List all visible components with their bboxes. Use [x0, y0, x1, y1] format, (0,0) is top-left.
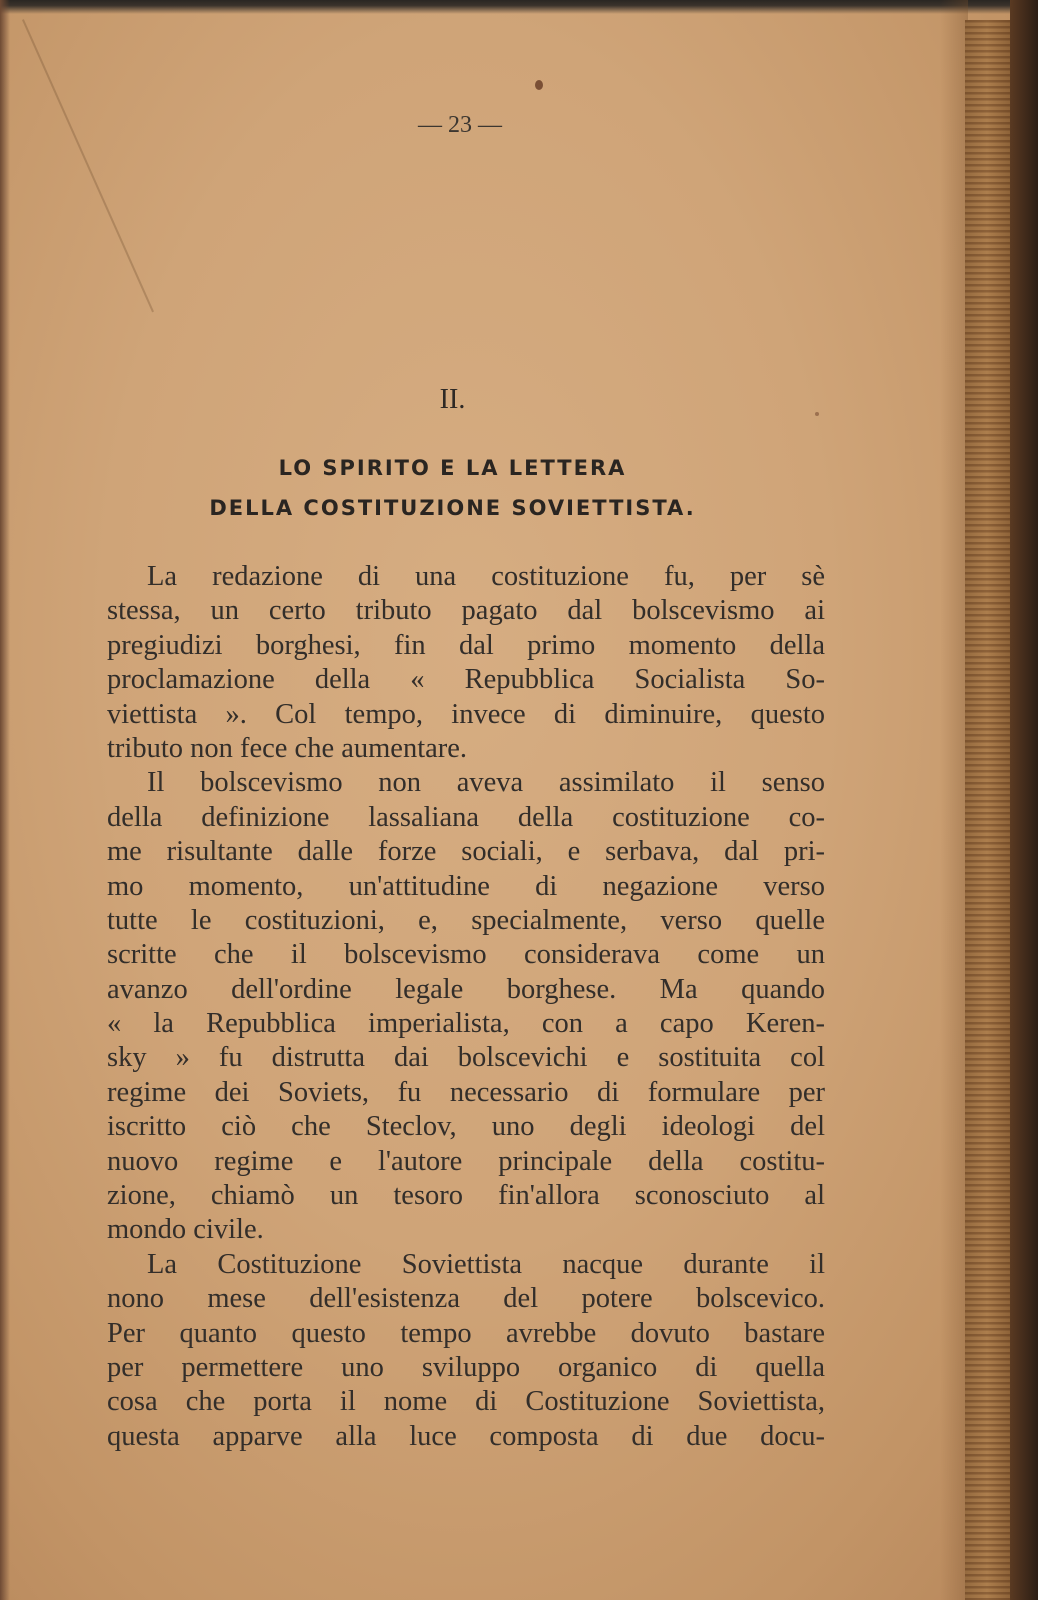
text-line: mondo civile.: [107, 1214, 264, 1246]
chapter-number: II.: [439, 384, 466, 415]
text-line: sky » fu distrutta dai bolscevichi e sostituita col: [107, 1042, 825, 1074]
text-line: iscritto ciò che Steclov, uno degli ideologi del: [107, 1111, 825, 1143]
page-left-edge: [0, 0, 10, 1600]
text-line: cosa che porta il nome di Costituzione Soviettista,: [107, 1386, 825, 1418]
text-line: La redazione di una costituzione fu, per sè: [147, 561, 825, 592]
text-line: nuovo regime e l'autore principale della costitu-: [107, 1145, 825, 1177]
chapter-title-line-2: DELLA COSTITUZIONE SOVIETTISTA.: [209, 496, 696, 520]
chapter-title-line-1: LO SPIRITO E LA LETTERA: [278, 456, 627, 480]
text-line: Il bolscevismo non aveva assimilato il senso: [147, 767, 825, 799]
body-text: [107, 560, 825, 1454]
text-line: stessa, un certo tributo pagato dal bolscevismo ai: [107, 595, 825, 627]
page-number: — 23 —: [418, 112, 502, 138]
text-line: viettista ». Col tempo, invece di diminuire, questo: [107, 698, 825, 730]
text-line: questa apparve alla luce composta di due docu-: [107, 1420, 825, 1452]
page-top-edge: [0, 0, 1038, 14]
text-line: Per quanto questo tempo avrebbe dovuto bastare: [107, 1317, 825, 1349]
text-line: avanzo dell'ordine legale borghese. Ma quando: [107, 973, 825, 1005]
text-line: « la Repubblica imperialista, con a capo Keren-: [107, 1008, 825, 1040]
text-line: La Costituzione Soviettista nacque durante il: [147, 1248, 825, 1280]
page-crease-shadow: [940, 0, 968, 1600]
text-line: proclamazione della « Repubblica Socialista So-: [107, 664, 825, 696]
text-line: tutte le costituzioni, e, specialmente, verso quelle: [107, 904, 825, 936]
text-line: regime dei Soviets, fu necessario di formulare per: [107, 1076, 825, 1108]
text-line: me risultante dalle forze sociali, e serbava, dal pri-: [107, 836, 825, 868]
text-line: della definizione lassaliana della costituzione co-: [107, 801, 825, 833]
text-line: mo momento, un'attitudine di negazione verso: [107, 870, 825, 902]
book-spine-shadow: [1010, 0, 1038, 1600]
text-line: nono mese dell'esistenza del potere bolscevico.: [107, 1283, 825, 1315]
text-line: scritte che il bolscevismo considerava come un: [107, 939, 825, 971]
text-line: tributo non fece che aumentare.: [107, 732, 468, 764]
text-line: pregiudizi borghesi, fin dal primo momento della: [107, 629, 825, 661]
paper-fold-mark: [22, 19, 154, 312]
text-line: zione, chiamò un tesoro fin'allora sconosciuto al: [107, 1180, 825, 1212]
paper-stain: [535, 80, 543, 90]
text-line: per permettere uno sviluppo organico di quella: [107, 1351, 825, 1383]
